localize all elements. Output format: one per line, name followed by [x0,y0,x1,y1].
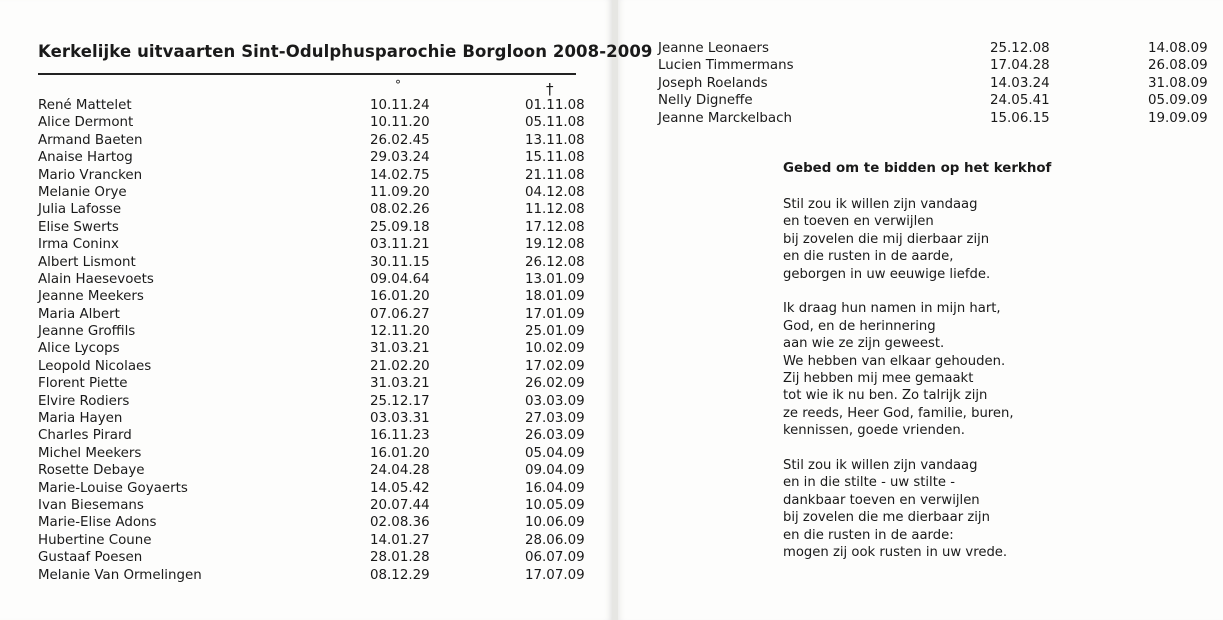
death-date: 05.04.09 [525,445,585,461]
deceased-name: Nelly Digneffe [658,93,753,109]
prayer-line: en in die stilte - uw stilte - [783,475,955,491]
birth-date: 14.01.27 [370,532,430,548]
prayer-line: Zij hebben mij mee gemaakt [783,371,974,387]
deceased-name: Elvire Rodiers [38,393,130,409]
list-item [0,114,612,131]
birth-date: 09.04.64 [370,271,430,287]
deceased-name: Jeanne Meekers [38,289,144,305]
deceased-name: Alain Haesevoets [38,271,154,287]
deceased-name: Florent Piette [38,376,128,392]
deceased-name: Alice Dermont [38,115,134,131]
list-item [0,410,612,427]
death-date: 13.01.09 [525,271,585,287]
deceased-name: Charles Pirard [38,428,132,444]
birth-date: 07.06.27 [370,306,430,322]
death-date: 04.12.08 [525,184,585,200]
list-item [0,167,612,184]
prayer-line: ze reeds, Heer God, familie, buren, [783,405,1014,421]
prayer-stanza [783,300,1014,439]
death-date: 26.08.09 [1148,58,1208,74]
list-item [0,340,612,357]
prayer-line: geborgen in uw eeuwige liefde. [783,266,991,282]
birth-date: 10.11.20 [370,115,430,131]
birth-date: 28.01.28 [370,550,430,566]
death-date: 13.11.08 [525,132,585,148]
death-date: 25.01.09 [525,324,585,340]
death-date: 26.12.08 [525,254,585,270]
birth-date: 31.03.21 [370,376,430,392]
list-item [0,393,612,410]
birth-date: 10.11.24 [370,98,430,113]
deceased-name: Elise Swerts [38,219,119,235]
list-item [0,514,612,531]
list-item [0,497,612,514]
deceased-name: Mario Vrancken [38,167,143,183]
deceased-name: Jeanne Marckelbach [658,110,792,126]
prayer-line: Ik draag hun namen in mijn hart, [783,301,1001,317]
death-date: 10.05.09 [525,497,585,513]
prayer-text [783,196,1014,579]
prayer-line: We hebben van elkaar gehouden. [783,353,1006,369]
death-date: 26.03.09 [525,428,585,444]
birth-date: 16.11.23 [370,428,430,444]
prayer-line: bij zovelen die mij dierbaar zijn [783,231,990,247]
death-date: 21.11.08 [525,167,585,183]
list-item [0,375,612,392]
deceased-name: Jeanne Leonaers [658,41,769,56]
deceased-name: Marie-Louise Goyaerts [38,480,188,496]
list-item [0,427,612,444]
death-date: 16.04.09 [525,480,585,496]
list-item [618,110,1223,127]
death-date: 09.04.09 [525,463,585,479]
birth-date: 20.07.44 [370,497,430,513]
deceased-name: Leopold Nicolaes [38,358,152,374]
birth-date: 03.03.31 [370,411,430,427]
list-item [0,462,612,479]
list-item [618,75,1223,92]
death-date: 01.11.08 [525,98,585,113]
birth-date: 31.03.21 [370,341,430,357]
birth-date: 08.02.26 [370,202,430,218]
death-date: 18.01.09 [525,289,585,305]
deceased-name: Marie-Elise Adons [38,515,157,531]
birth-date: 25.09.18 [370,219,430,235]
death-date: 11.12.08 [525,202,585,218]
death-date: 27.03.09 [525,411,585,427]
prayer-line: en toeven en verwijlen [783,214,934,230]
death-date: 10.02.09 [525,341,585,357]
prayer-line: God, en de herinnering [783,318,936,334]
death-date: 19.12.08 [525,237,585,253]
prayer-line: Stil zou ik willen zijn vandaag [783,197,978,212]
birth-date: 24.04.28 [370,463,430,479]
prayer-line: mogen zij ook rusten in uw vrede. [783,545,1008,561]
deceased-name: Melanie Van Ormelingen [38,567,202,583]
list-item [0,184,612,201]
birth-date: 14.02.75 [370,167,430,183]
birth-date: 14.05.42 [370,480,430,496]
prayer-line: dankbaar toeven en verwijlen [783,492,980,508]
list-item [0,236,612,253]
prayer-line: en die rusten in de aarde: [783,527,954,543]
deceased-name: Michel Meekers [38,445,142,461]
list-item [0,219,612,236]
death-date: 17.02.09 [525,358,585,374]
death-date: 14.08.09 [1148,41,1208,56]
death-date: 28.06.09 [525,532,585,548]
birth-date: 16.01.20 [370,289,430,305]
death-date: 03.03.09 [525,393,585,409]
prayer-line: Stil zou ik willen zijn vandaag [783,458,978,474]
birth-date: 14.03.24 [990,75,1050,91]
list-item [0,323,612,340]
list-item [618,92,1223,109]
list-item [0,288,612,305]
prayer-line: en die rusten in de aarde, [783,249,954,265]
birth-date: 15.06.15 [990,110,1050,126]
prayer-line: kennissen, goede vrienden. [783,423,965,439]
prayer-title: Gebed om te bidden op het kerkhof [783,161,1052,176]
deceased-name: Hubertine Coune [38,532,152,548]
birth-symbol: ° [395,78,401,92]
birth-date: 17.04.28 [990,58,1050,74]
funeral-list-left [0,97,612,584]
birth-date: 29.03.24 [370,150,430,166]
deceased-name: Irma Coninx [38,237,119,253]
death-date: 10.06.09 [525,515,585,531]
deceased-name: Maria Hayen [38,411,123,427]
prayer-line: aan wie ze zijn geweest. [783,336,945,352]
death-date: 05.09.09 [1148,93,1208,109]
death-date: 15.11.08 [525,150,585,166]
deceased-name: Ivan Biesemans [38,497,144,513]
deceased-name: Lucien Timmermans [658,58,794,74]
prayer-stanza [783,196,1014,283]
prayer-line: bij zovelen die me dierbaar zijn [783,510,990,526]
list-item [0,201,612,218]
list-item [0,271,612,288]
death-date: 17.12.08 [525,219,585,235]
deceased-name: Jeanne Groffils [38,324,136,340]
deceased-name: Rosette Debaye [38,463,145,479]
birth-date: 21.02.20 [370,358,430,374]
death-date: 06.07.09 [525,550,585,566]
death-date: 31.08.09 [1148,75,1208,91]
list-item [0,549,612,566]
list-item [0,149,612,166]
death-date: 17.01.09 [525,306,585,322]
birth-date: 11.09.20 [370,184,430,200]
list-item [0,567,612,584]
deceased-name: Maria Albert [38,306,120,322]
birth-date: 25.12.08 [990,41,1050,56]
funeral-list-right [618,40,1223,127]
list-item [0,480,612,497]
list-item [0,97,612,114]
birth-date: 30.11.15 [370,254,430,270]
page-title: Kerkelijke uitvaarten Sint-Odulphusparochie Borgloon 2008-2009 [38,42,653,61]
death-date: 26.02.09 [525,376,585,392]
list-item [0,445,612,462]
list-item [0,306,612,323]
deceased-name: Melanie Orye [38,184,127,200]
list-item [618,57,1223,74]
deceased-name: René Mattelet [38,98,132,113]
deceased-name: Gustaaf Poesen [38,550,143,566]
birth-date: 03.11.21 [370,237,430,253]
list-item [0,132,612,149]
birth-date: 12.11.20 [370,324,430,340]
deceased-name: Joseph Roelands [658,75,768,91]
list-item [0,254,612,271]
title-rule [38,73,576,75]
prayer-stanza [783,457,1014,561]
deceased-name: Julia Lafosse [38,202,122,218]
birth-date: 02.08.36 [370,515,430,531]
birth-date: 08.12.29 [370,567,430,583]
death-date: 05.11.08 [525,115,585,131]
deceased-name: Anaise Hartog [38,150,133,166]
prayer-line: tot wie ik nu ben. Zo talrijk zijn [783,388,988,404]
deceased-name: Armand Baeten [38,132,143,148]
birth-date: 16.01.20 [370,445,430,461]
birth-date: 24.05.41 [990,93,1050,109]
list-item [0,358,612,375]
death-date: 17.07.09 [525,567,585,583]
deceased-name: Albert Lismont [38,254,136,270]
deceased-name: Alice Lycops [38,341,120,357]
birth-date: 25.12.17 [370,393,430,409]
list-item [618,40,1223,57]
death-symbol: † [546,80,554,98]
birth-date: 26.02.45 [370,132,430,148]
list-item [0,532,612,549]
death-date: 19.09.09 [1148,110,1208,126]
